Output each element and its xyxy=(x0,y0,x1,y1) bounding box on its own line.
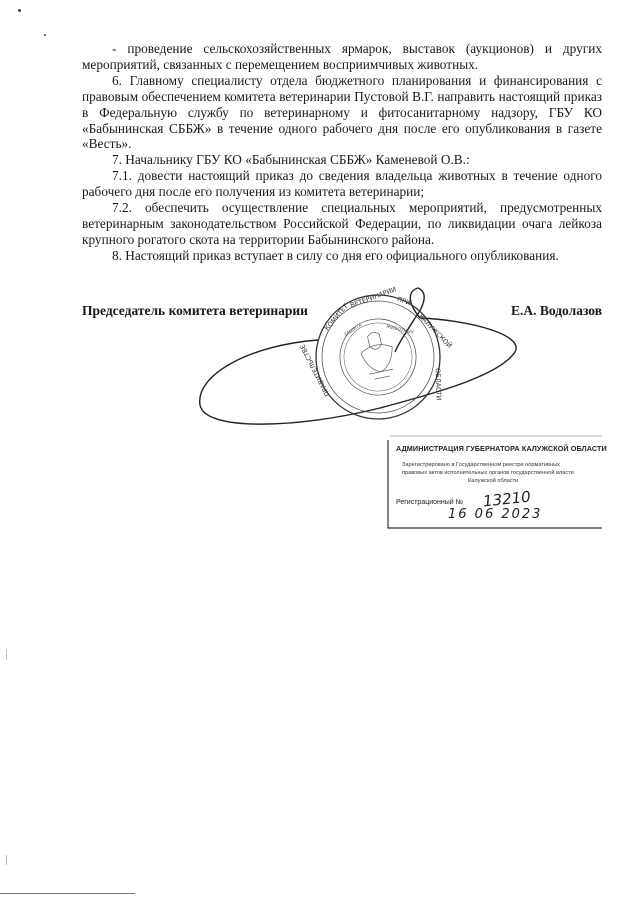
svg-text:КОМИТЕТ: КОМИТЕТ xyxy=(322,302,350,333)
official-seal xyxy=(290,276,466,434)
paragraph-7-2: 7.2. обеспечить осуществление специальных мероприятий, предусмотренных ветеринарным законодательством Российской Федерации, по ликвидации очага лейкоза крупного рогатого скота на территории Бабынинского района. xyxy=(82,200,602,247)
stamp-line-3: Калужской области xyxy=(468,478,519,484)
bottom-scan-line xyxy=(0,893,135,894)
signatory-name: Е.А. Водолазов xyxy=(510,303,602,318)
paragraph-6: 6. Главному специалисту отдела бюджетного планирования и финансирования с правовым обеспечением комитета ветеринарии Пустовой В.Г. направить настоящий приказ в Федеральную службу по ветеринарному и фитосанитарному надзору, ГБУ КО «Бабынинская СББЖ» в течение одного рабочего дня после его опубликования в газете «Весть». xyxy=(82,72,602,152)
svg-text:ВЕТЕРИНАРИИ: ВЕТЕРИНАРИИ xyxy=(349,285,398,310)
scan-margin-mark xyxy=(6,650,7,660)
signatory-title: Председатель комитета ветеринарии xyxy=(82,303,308,318)
stamp-reg-label: Регистрационный № xyxy=(396,499,464,506)
svg-text:ЖИВОТНЫХ: ЖИВОТНЫХ xyxy=(385,324,415,336)
paragraph-7: 7. Начальнику ГБУ КО «Бабынинская СББЖ» Каменевой О.В.: xyxy=(112,152,470,168)
stamp-date: 16 06 2023 xyxy=(448,507,543,522)
paragraph-8: 8. Настоящий приказ вступает в силу со дня его официального опубликования. xyxy=(112,247,559,263)
stamp-line-2: правовых актов исполнительных органов государственной власти xyxy=(402,470,574,476)
svg-text:КАЛУЖСКОЙ: КАЛУЖСКОЙ xyxy=(417,312,454,350)
scan-margin-mark xyxy=(6,855,7,865)
svg-text:ПРАВИТЕЛЬСТВЕ: ПРАВИТЕЛЬСТВЕ xyxy=(298,343,332,398)
svg-text:ПРИ: ПРИ xyxy=(396,295,412,308)
handwritten-signature xyxy=(200,288,517,424)
stamp-header: АДМИНИСТРАЦИЯ ГУБЕРНАТОРА КАЛУЖСКОЙ ОБЛАСТИ xyxy=(396,444,607,453)
stamp-line-1: Зарегистрировано в Государственном реестре нормативных xyxy=(402,462,560,468)
stamp-reg-number: 13210 xyxy=(482,487,532,511)
svg-text:ОБЛАСТИ: ОБЛАСТИ xyxy=(433,368,443,401)
registration-stamp xyxy=(388,436,607,527)
paragraph-fairs: - проведение сельскохозяйственных ярмарок, выставок (аукционов) и других мероприятий, связанных с перемещением восприимчивых животных. xyxy=(82,41,602,72)
svg-text:ЗАЩИТА: ЗАЩИТА xyxy=(343,323,364,339)
paragraph-7-1: 7.1. довести настоящий приказ до сведения владельца животных в течение одного рабочего дня после его получения из комитета ветеринарии; xyxy=(82,168,602,200)
